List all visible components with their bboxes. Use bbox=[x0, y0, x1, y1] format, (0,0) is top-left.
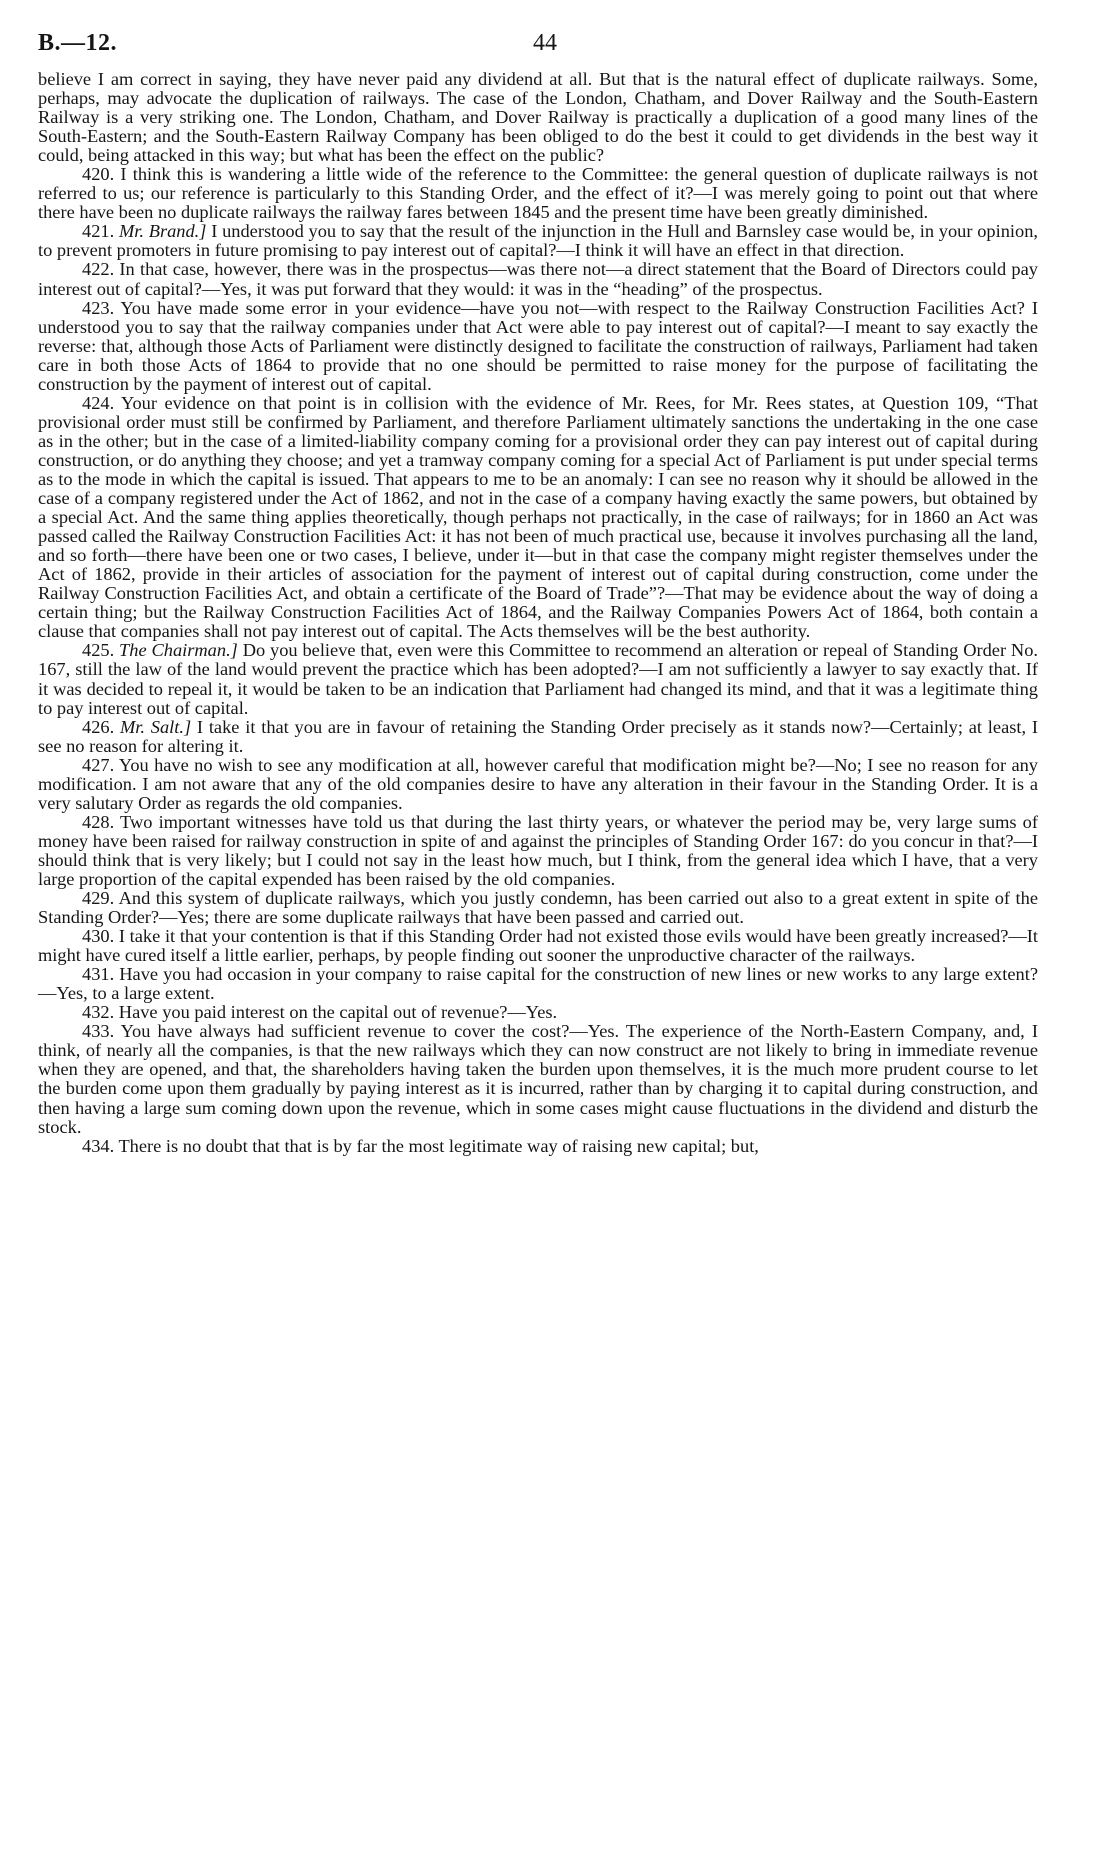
question-number: 424. bbox=[82, 392, 115, 413]
question-423 bbox=[38, 299, 1038, 394]
paragraph-text: There is no doubt that that is by far the most legitimate way of raising new capital; but, bbox=[118, 1135, 759, 1156]
paragraph-text: I take it that your contention is that if this Standing Order had not existed those evils would have been greatly increased?—It might have cured itself a little earlier, perhaps, by people finding out sooner the unproductive character of the railways. bbox=[38, 926, 1038, 966]
paragraph-text: Your evidence on that point is in collision with the evidence of Mr. Rees, for Mr. Rees states, at Question 109, “That provisional order must still be confirmed by Parliament, and therefore Parliament ultimately sanctions the undertaking in the one case as in the other; but in the case of a limited-liability company coming for a provisional order they can pay interest out of capital during construction, or do anything they choose; and yet a tramway company coming for a special Act of Parliament is put under special terms as to the mode in which the capital is issued. That appears to me to be an anomaly: I can see no reason why it should be allowed in the case of a company registered under the Act of 1862, and not in the case of a company having exactly the same powers, but obtained by a special Act. And the same thing applies theoretically, though perhaps not practically, in the case of railways; for in 1860 an Act was passed called the Railway Construction Facilities Act: it has not been of much practical use, because it involves purchasing all the land, and so forth—there have been one or two cases, I believe, under it—but in that case the company might register themselves under the Act of 1862, provide in their articles of association for the payment of interest out of capital during construction, come under the Railway Construction Facilities Act, and obtain a certificate of the Board of Trade”?—That may be evidence about the way of doing a certain thing; but the Railway Construction Facilities Act of 1864, and the Railway Companies Powers Act of 1864, both contain a clause that companies shall not pay interest out of capital. The Acts themselves will be the best authority. bbox=[38, 392, 1038, 642]
question-424 bbox=[38, 394, 1038, 642]
document-reference: B.—12. bbox=[38, 30, 118, 56]
question-number: 433. bbox=[82, 1021, 115, 1042]
paragraph-continued bbox=[38, 70, 1038, 165]
page-number: 44 bbox=[533, 30, 557, 56]
paragraph-text: You have made some error in your evidence—have you not—with respect to the Railway Construction Facilities Act? I understood you to say that the railway companies under that Act were able to pay interest out of capital?—I meant to say exactly the reverse: that, although those Acts of Parliament were distinctly designed to facilitate the construction of railways, Parliament had taken care in both those Acts of 1864 to provide that no one should be permitted to raise money for the purpose of facilitating the construction by the payment of interest out of capital. bbox=[38, 297, 1038, 394]
question-425 bbox=[38, 641, 1038, 717]
question-420 bbox=[38, 165, 1038, 222]
question-428 bbox=[38, 813, 1038, 889]
paragraph-text: You have no wish to see any modification at all, however careful that modification might be?—No; I see no reason for any modification. I am not aware that any of the old companies desire to have any alteration in their favour in the Standing Order. It is a very salutary Order as regards the old companies. bbox=[38, 754, 1039, 813]
question-number: 432. bbox=[82, 1002, 115, 1023]
question-number: 431. bbox=[82, 964, 115, 985]
speaker-name: The Chairman.] bbox=[119, 640, 238, 661]
question-number: 434. bbox=[82, 1135, 115, 1156]
question-429 bbox=[38, 889, 1038, 927]
speaker-name: Mr. Salt.] bbox=[119, 716, 192, 737]
question-number: 420. bbox=[82, 164, 115, 185]
paragraph-text: believe I am correct in saying, they have never paid any dividend at all. But that is the natural effect of duplicate railways. Some, perhaps, may advocate the duplication of railways. The case of the London, Chatham, and Dover Railway and the South-Eastern Railway is a very striking one. The London, Chatham, and Dover Railway is practically a duplication of a good many lines of the South-Eastern; and the South-Eastern Railway Company has been obliged to do the best it could to get dividends in the best way it could, being attacked in this way; but what has been the effect on the public? bbox=[38, 69, 1038, 166]
body-text bbox=[38, 70, 1038, 1156]
paragraph-text: And this system of duplicate railways, which you justly condemn, has been carried out also to a great extent in spite of the Standing Order?—Yes; there are some duplicate railways that have been passed and carried out. bbox=[38, 888, 1038, 928]
question-431 bbox=[38, 965, 1038, 1003]
document-page bbox=[38, 24, 1038, 1156]
question-426 bbox=[38, 718, 1038, 756]
speaker-name: Mr. Brand.] bbox=[118, 221, 207, 242]
paragraph-text: You have always had sufficient revenue to cover the cost?—Yes. The experience of the North-Eastern Company, and, I think, of nearly all the companies, is that the new railways which they can now construct are not likely to bring in immediate revenue when they are opened, and that, the shareholders having taken the burden upon themselves, it is the much more prudent course to let the burden come upon them gradually by paying interest as it is incurred, rather than by charging it to capital during construction, and then having a large sum coming down upon the revenue, which in some cases might cause fluctuations in the dividend and disturb the stock. bbox=[38, 1021, 1038, 1137]
paragraph-text: Have you paid interest on the capital out of revenue?—Yes. bbox=[118, 1002, 558, 1023]
paragraph-text: In that case, however, there was in the prospectus—was there not—a direct statement that the Board of Directors could pay interest out of capital?—Yes, it was put forward that they would: it was in the “heading” of the prospectus. bbox=[38, 259, 1038, 299]
question-434 bbox=[38, 1137, 1038, 1156]
question-number: 426. bbox=[82, 716, 115, 737]
question-number: 427. bbox=[82, 754, 115, 775]
question-number: 430. bbox=[82, 926, 115, 947]
question-421 bbox=[38, 222, 1038, 260]
question-432 bbox=[38, 1003, 1038, 1022]
paragraph-text: Have you had occasion in your company to raise capital for the construction of new lines or new works to any large extent?—Yes, to a large extent. bbox=[38, 964, 1038, 1004]
question-number: 421. bbox=[82, 221, 115, 242]
paragraph-text: I understood you to say that the result of the injunction in the Hull and Barnsley case would be, in your opinion, to prevent promoters in future promising to pay interest out of capital?—I think it will have an effect in that direction. bbox=[38, 221, 1038, 261]
running-head bbox=[38, 24, 1038, 70]
paragraph-text: Do you believe that, even were this Committee to recommend an alteration or repeal of Standing Order No. 167, still the law of the land would prevent the practice which has been adopted?—I am not sufficiently a lawyer to say exactly that. If it was decided to repeal it, it would be taken to be an indication that Parliament had changed its mind, and that it was a legitimate thing to pay interest out of capital. bbox=[38, 640, 1038, 718]
question-427 bbox=[38, 756, 1038, 813]
question-number: 422. bbox=[82, 259, 115, 280]
question-number: 429. bbox=[82, 888, 115, 909]
question-number: 425. bbox=[82, 640, 115, 661]
question-433 bbox=[38, 1022, 1038, 1136]
question-422 bbox=[38, 260, 1038, 298]
question-number: 423. bbox=[82, 297, 115, 318]
question-430 bbox=[38, 927, 1038, 965]
paragraph-text: Two important witnesses have told us that during the last thirty years, or whatever the period may be, very large sums of money have been raised for railway construction in spite of and against the principles of Standing Order 167: do you concur in that?—I should think that is very likely; but I could not say in the least how much, but I think, from the general idea which I have, that a very large proportion of the capital expended has been raised by the old companies. bbox=[38, 811, 1038, 889]
question-number: 428. bbox=[82, 811, 115, 832]
paragraph-text: I take it that you are in favour of retaining the Standing Order precisely as it stands now?—Certainly; at least, I see no reason for altering it. bbox=[38, 716, 1038, 756]
paragraph-text: I think this is wandering a little wide of the reference to the Committee: the general question of duplicate railways is not referred to us; our reference is particularly to this Standing Order, and the effect of it?—I was merely going to point out that where there have been no duplicate railways the railway fares between 1845 and the present time have been greatly diminished. bbox=[38, 164, 1038, 223]
